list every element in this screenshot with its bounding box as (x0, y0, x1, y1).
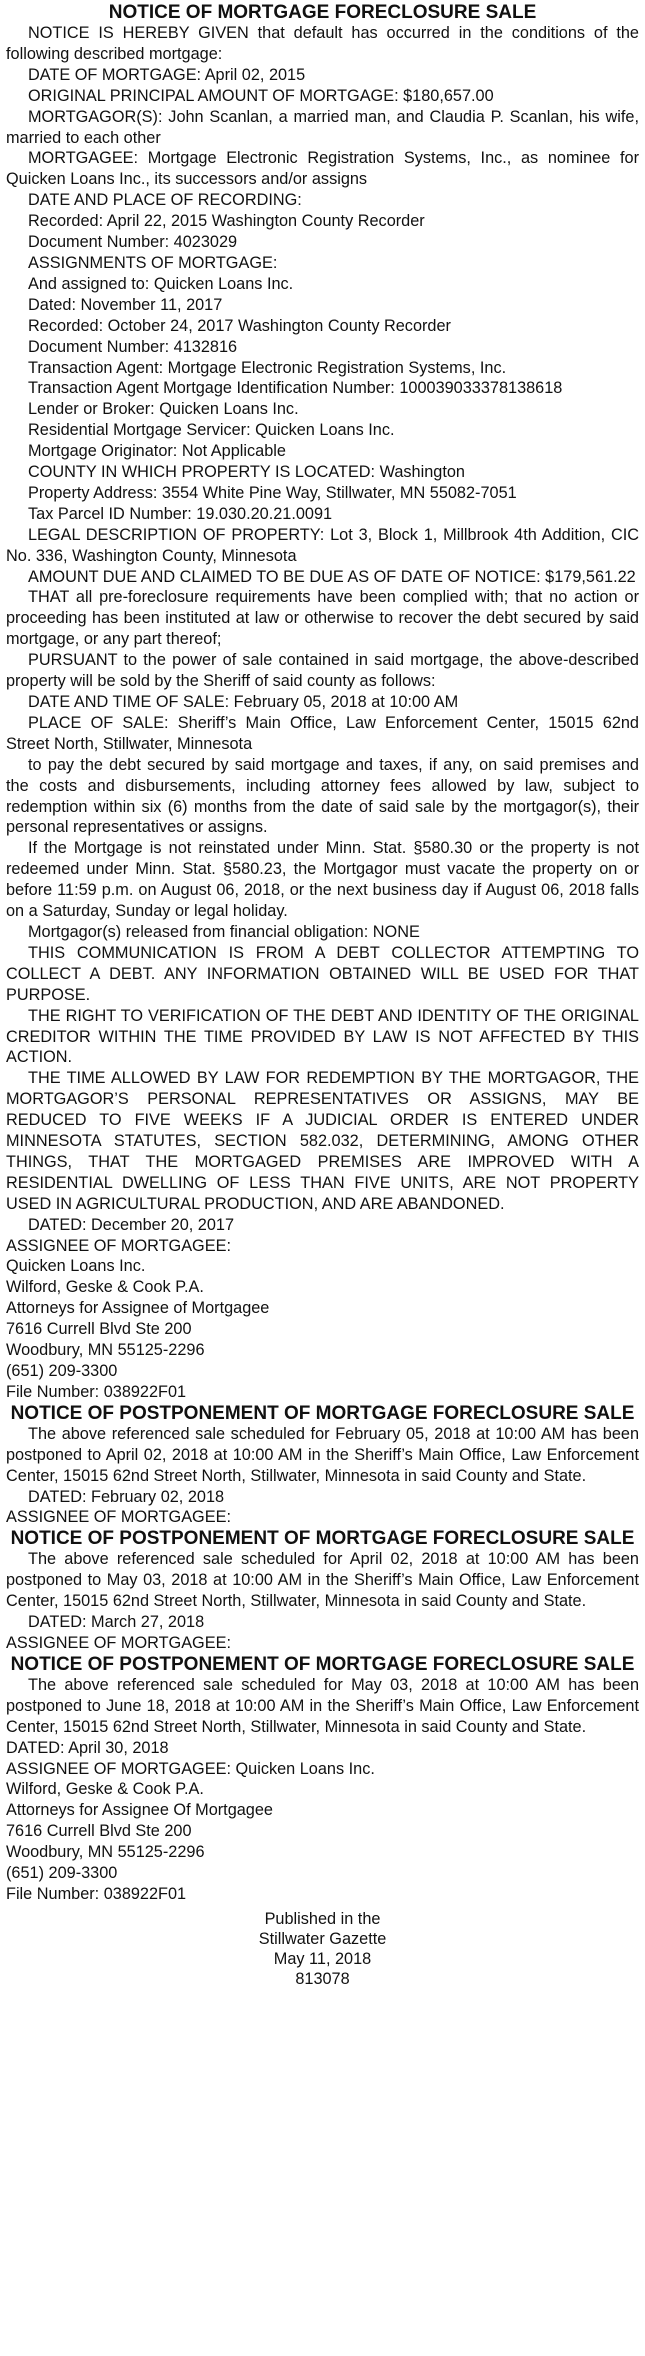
recording-heading: DATE AND PLACE OF RECORDING: (28, 191, 302, 210)
postponement-dated: DATED: February 02, 2018 (28, 1487, 225, 1506)
signature-line: Woodbury, MN 55125-2296 (6, 1843, 205, 1862)
signature-line: (651) 209-3300 (6, 1362, 118, 1380)
signature-line: Attorneys for Assignee Of Mortgagee (6, 1801, 273, 1820)
publication-newspaper: Stillwater Gazette (258, 1929, 387, 1948)
redemption-notice: THE TIME ALLOWED BY LAW FOR REDEMPTION BY THE MORTGAGOR, THE MORTGAGOR’S PERSONAL REPRESENTATIVES OR ASSIGNS, MAY BE REDUCED TO FIVE WEEKS IF A JUDICIAL ORDER IS ENTERED UNDER MINNESOTA STATUTES, SECTION 582.032, DETERMINING, AMONG OTHER THINGS, THAT THE MORTGAGED PREMISES ARE IMPROVED WITH A RESIDENTIAL DWELLING OF LESS THAN FIVE UNITS, ARE NOT PROPERTY USED IN AGRICULTURAL PRODUCTION, AND ARE ABANDONED. (6, 1069, 639, 1213)
lender-broker: Lender or Broker: Quicken Loans Inc. (28, 400, 299, 419)
notice-title: NOTICE OF MORTGAGE FORECLOSURE SALE (108, 2, 537, 23)
transaction-agent-mortgage-id: Transaction Agent Mortgage Identification Number: 100039033378138618 (28, 379, 563, 398)
original-principal: ORIGINAL PRINCIPAL AMOUNT OF MORTGAGE: $180,657.00 (28, 86, 494, 105)
verification-notice: THE RIGHT TO VERIFICATION OF THE DEBT AND IDENTITY OF THE ORIGINAL CREDITOR WITHIN THE TIME PROVIDED BY LAW IS NOT AFFECTED BY THIS ACTION. (6, 1006, 639, 1067)
signature-line: Wilford, Geske & Cook P.A. (6, 1278, 204, 1297)
postponement-text: The above referenced sale scheduled for April 02, 2018 at 10:00 AM has been postponed to May 03, 2018 at 10:00 AM in the Sheriff’s Main Office, Law Enforcement Center, 15015 62nd Street North, Stillwater, Minnesota in said County and State. (6, 1550, 639, 1611)
document-number: Document Number: 4023029 (28, 233, 238, 252)
assignment-recorded: Recorded: October 24, 2017 Washington County Recorder (28, 316, 451, 335)
signature-line: (651) 209-3300 (6, 1864, 118, 1883)
file-number: File Number: 038922F01 (6, 1382, 187, 1401)
assignee-heading: ASSIGNEE OF MORTGAGEE: (6, 1236, 231, 1255)
assignment-document-number: Document Number: 4132816 (28, 337, 238, 356)
assignments-heading: ASSIGNMENTS OF MORTGAGE: (28, 253, 278, 272)
sale-place: PLACE OF SALE: Sheriff’s Main Office, Law Enforcement Center, 15015 62nd Street North, Stillwater, Minnesota (6, 713, 639, 753)
postponement-assignee: ASSIGNEE OF MORTGAGEE: (6, 1508, 231, 1527)
postponement-assignee: ASSIGNEE OF MORTGAGEE: (6, 1633, 231, 1652)
publication-date: May 11, 2018 (273, 1949, 372, 1968)
postponement-title: NOTICE OF POSTPONEMENT OF MORTGAGE FORECLOSURE SALE (10, 1402, 635, 1424)
publication-id: 813078 (295, 1969, 350, 1988)
sale-date-time: DATE AND TIME OF SALE: February 05, 2018 at 10:00 AM (28, 693, 459, 711)
postponement-text: The above referenced sale scheduled for May 03, 2018 at 10:00 AM has been postponed to June 18, 2018 at 10:00 AM in the Sheriff’s Main Office, Law Enforcement Center, 15015 62nd Street North, Stillwater, Minnesota in said County and State. (6, 1675, 639, 1736)
assigned-to: And assigned to: Quicken Loans Inc. (28, 274, 294, 293)
amount-due: AMOUNT DUE AND CLAIMED TO BE DUE AS OF DATE OF NOTICE: $179,561.22 (28, 567, 636, 586)
signature-line: Wilford, Geske & Cook P.A. (6, 1780, 204, 1799)
transaction-agent: Transaction Agent: Mortgage Electronic Registration Systems, Inc. (28, 358, 507, 377)
postponement-title: NOTICE OF POSTPONEMENT OF MORTGAGE FORECLOSURE SALE (10, 1653, 635, 1675)
publication-line: Published in the (264, 1909, 381, 1928)
signature-line: 7616 Currell Blvd Ste 200 (6, 1822, 192, 1841)
pre-foreclosure-clause: THAT all pre-foreclosure requirements have been complied with; that no action or proceeding has been instituted at law or otherwise to recover the debt secured by said mortgage, or any part thereof; (6, 588, 639, 649)
signature-line: Attorneys for Assignee of Mortgagee (6, 1299, 270, 1318)
postponement-dated: DATED: March 27, 2018 (28, 1613, 205, 1632)
signature-line: 7616 Currell Blvd Ste 200 (6, 1320, 192, 1339)
mortgage-servicer: Residential Mortgage Servicer: Quicken Loans Inc. (28, 421, 395, 440)
mortgagors: MORTGAGOR(S): John Scanlan, a married man, and Claudia P. Scanlan, his wife, married to each other (6, 107, 639, 147)
postponement-title: NOTICE OF POSTPONEMENT OF MORTGAGE FORECLOSURE SALE (10, 1528, 635, 1550)
signature-line: Woodbury, MN 55125-2296 (6, 1341, 205, 1360)
tax-parcel-id: Tax Parcel ID Number: 19.030.20.21.0091 (28, 504, 333, 523)
debt-collector-notice: THIS COMMUNICATION IS FROM A DEBT COLLECTOR ATTEMPTING TO COLLECT A DEBT. ANY INFORMATION OBTAINED WILL BE USED FOR THAT PURPOSE. (6, 943, 639, 1004)
property-address: Property Address: 3554 White Pine Way, Stillwater, MN 55082-7051 (28, 483, 517, 502)
mortgagee: MORTGAGEE: Mortgage Electronic Registration Systems, Inc., as nominee for Quicken Loans Inc., its successors and/or assigns (6, 149, 639, 189)
power-of-sale-clause: PURSUANT to the power of sale contained in said mortgage, the above-described property will be sold by the Sheriff of said county as follows: (6, 651, 639, 691)
postponement-assignee: ASSIGNEE OF MORTGAGEE: Quicken Loans Inc. (6, 1759, 375, 1778)
assignment-dated: Dated: November 11, 2017 (28, 295, 223, 314)
signature-line: Quicken Loans Inc. (6, 1257, 146, 1276)
released-obligation: Mortgagor(s) released from financial obligation: NONE (28, 922, 420, 941)
file-number: File Number: 038922F01 (6, 1884, 187, 1903)
mortgage-date: DATE OF MORTGAGE: April 02, 2015 (28, 65, 306, 84)
property-county: COUNTY IN WHICH PROPERTY IS LOCATED: Washington (28, 463, 465, 482)
mortgage-originator: Mortgage Originator: Not Applicable (28, 442, 286, 461)
notice-dated: DATED: December 20, 2017 (28, 1215, 235, 1234)
recorded-line: Recorded: April 22, 2015 Washington County Recorder (28, 212, 425, 231)
legal-description: LEGAL DESCRIPTION OF PROPERTY: Lot 3, Block 1, Millbrook 4th Addition, CIC No. 336, Washington County, Minnesota (6, 525, 639, 565)
postponement-text: The above referenced sale scheduled for February 05, 2018 at 10:00 AM has been postponed to April 02, 2018 at 10:00 AM in the Sheriff’s Main Office, Law Enforcement Center, 15015 62nd Street North, Stillwater, Minnesota in said County and State. (6, 1424, 639, 1485)
debt-payment-clause: to pay the debt secured by said mortgage and taxes, if any, on said premises and the costs and disbursements, including attorney fees allowed by law, subject to redemption within six (6) months from the date of said sale by the mortgagor(s), their personal representatives or assigns. (6, 755, 639, 837)
vacate-clause: If the Mortgage is not reinstated under Minn. Stat. §580.30 or the property is not redeemed under Minn. Stat. §580.23, the Mortgagor must vacate the property on or before 11:59 p.m. on August 06, 2018, or the next business day if August 06, 2018 falls on a Saturday, Sunday or legal holiday. (6, 839, 639, 921)
notice-intro: NOTICE IS HEREBY GIVEN that default has occurred in the conditions of the following described mortgage: (6, 24, 639, 63)
postponement-dated: DATED: April 30, 2018 (6, 1738, 169, 1757)
